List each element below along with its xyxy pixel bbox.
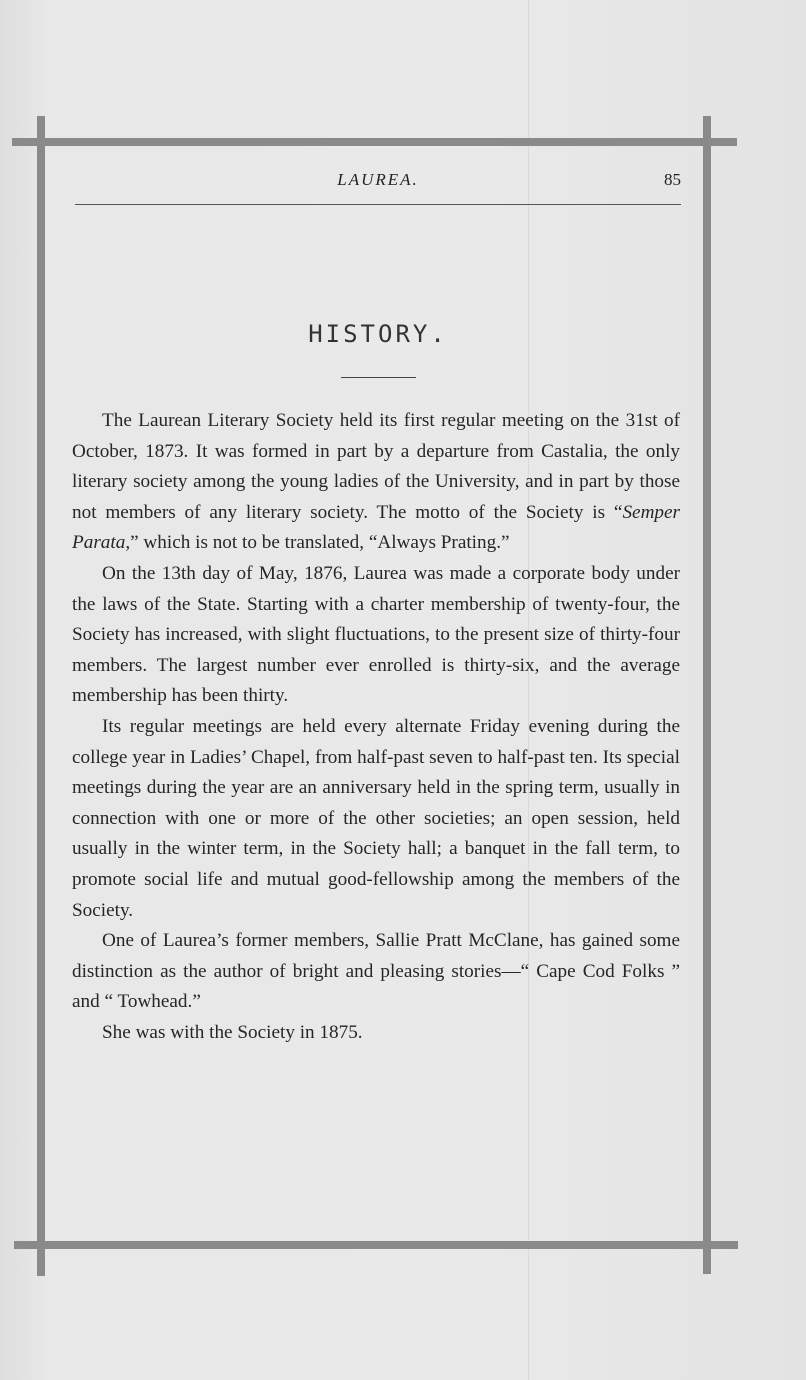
motto-italic: Semper Parata [72, 501, 680, 554]
paragraph-text: The Laurean Literary Society held its first regular meeting on the 31st of October, 1873. It was formed in part by a departure from Castalia, the only literary society among the young ladies of the University, and in part by those not members of any literary society. The motto of the Society is “ [72, 410, 680, 523]
running-head [75, 170, 681, 194]
frame-right-rule [703, 116, 711, 1274]
running-title: LAUREA. [337, 170, 419, 189]
body-text [72, 406, 680, 1048]
paragraph-former-member: One of Laurea’s former members, Sallie Pratt McClane, has gained some distinction as the author of bright and pleasing stories—“ Cape Cod Folks ” and “ Towhead.” [72, 930, 680, 1013]
paragraph-closing: She was with the Society in 1875. [102, 1021, 363, 1043]
heading-rule [341, 377, 416, 378]
frame-top-rule [12, 138, 737, 146]
paragraph-motto [72, 406, 680, 559]
frame-bottom-rule [14, 1241, 738, 1249]
page-number: 85 [664, 170, 681, 189]
frame-left-rule [37, 116, 45, 1276]
header-rule [75, 204, 681, 205]
paragraph-text: ,” which is not to be translated, “Always Prating.” [125, 532, 510, 554]
paragraph-meetings: Its regular meetings are held every alternate Friday evening during the college year in Ladies’ Chapel, from half-past seven to half-past ten. Its special meetings during the year are an anniversary held in the spring term, usually in connection with one or more of the other societies; an open session, held usually in the winter term, in the Society hall; a banquet in the fall term, to promote social life and mutual good-fellowship among the members of the Society. [72, 715, 680, 921]
section-heading: HISTORY. [308, 320, 448, 348]
paragraph-incorporation: On the 13th day of May, 1876, Laurea was made a corporate body under the laws of the State. Starting with a charter membership of twenty-four, the Society has increased, with slight fluctuations, to the present size of thirty-four members. The largest number ever enrolled is thirty-six, and the average membership has been thirty. [72, 562, 680, 707]
